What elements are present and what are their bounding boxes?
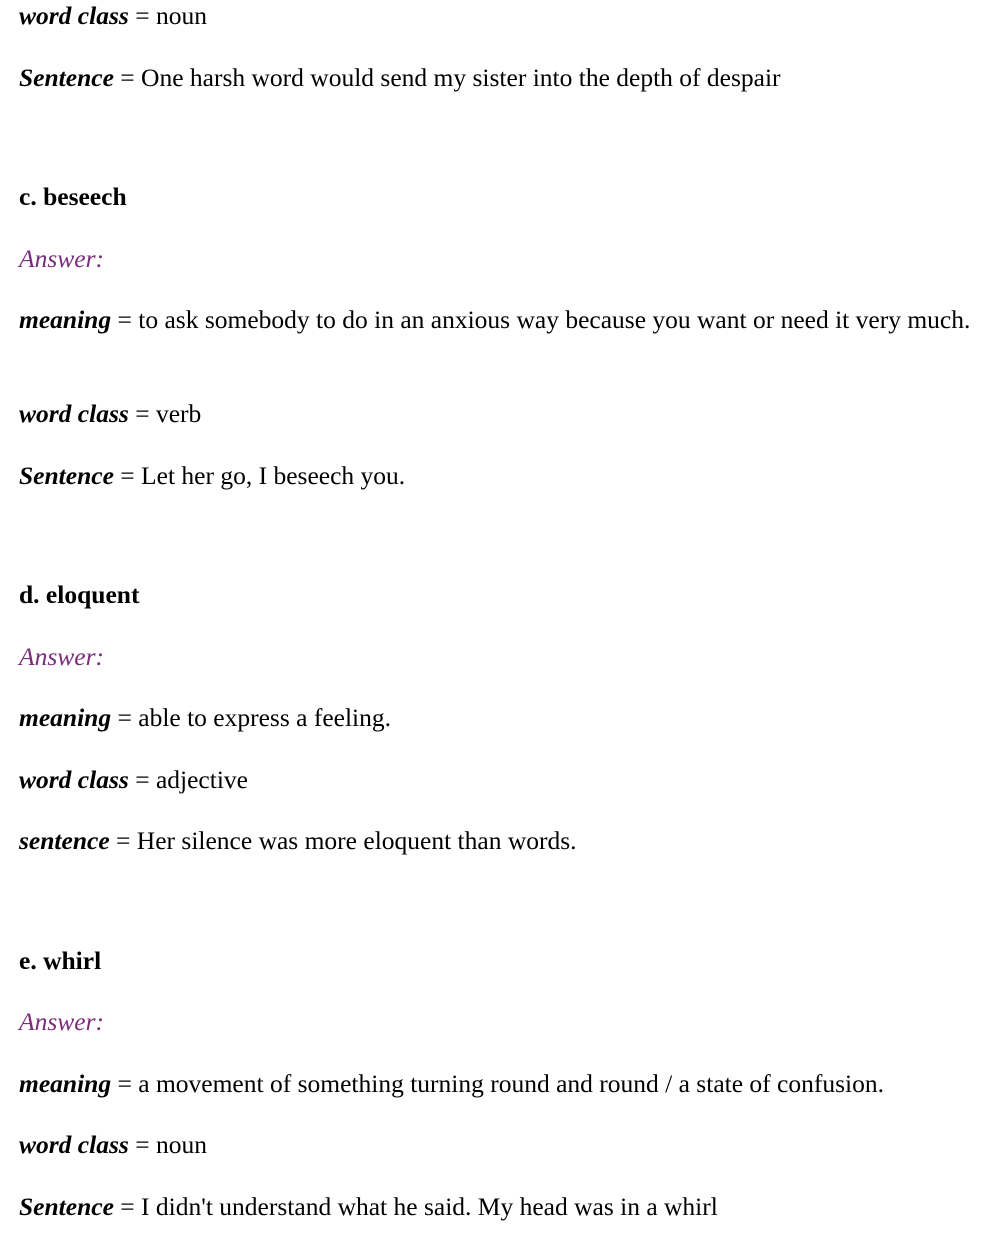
meaning-value: to ask somebody to do in an anxious way because you want or need it very much. (138, 305, 971, 334)
meaning-line (19, 1068, 994, 1100)
meaning-value: a movement of something turning round and round / a state of confusion. (138, 1069, 884, 1098)
sentence-value: I didn't understand what he said. My head was in a whirl (141, 1192, 718, 1221)
entry-heading-whirl: e. whirl (19, 946, 102, 975)
word-class-line (19, 764, 994, 796)
word-class-label: word class (19, 1, 129, 30)
answer-label: Answer: (19, 1007, 104, 1036)
sentence-label: Sentence (19, 63, 114, 92)
separator: = (128, 765, 156, 794)
sentence-line (19, 825, 994, 857)
answer-label: Answer: (19, 642, 104, 671)
answer-label: Answer: (19, 244, 104, 273)
sentence-value: Her silence was more eloquent than words. (136, 826, 577, 855)
meaning-line (19, 304, 994, 336)
entry-heading-beseech: c. beseech (19, 182, 127, 211)
word-class-label: word class (19, 1130, 129, 1159)
separator: = (113, 461, 142, 490)
word-class-value: noun (155, 1, 207, 30)
sentence-label: Sentence (19, 1192, 114, 1221)
sentence-label: sentence (19, 826, 110, 855)
meaning-label: meaning (19, 305, 112, 334)
meaning-label: meaning (19, 1069, 112, 1098)
sentence-line (19, 1191, 994, 1223)
meaning-label: meaning (19, 703, 112, 732)
separator: = (113, 63, 142, 92)
word-class-label: word class (19, 399, 129, 428)
word-class-value: verb (155, 399, 202, 428)
meaning-line (19, 702, 994, 734)
separator: = (128, 1, 156, 30)
separator: = (111, 703, 139, 732)
entry-heading-eloquent: d. eloquent (19, 580, 140, 609)
separator: = (113, 1192, 142, 1221)
separator: = (111, 305, 139, 334)
meaning-value: able to express a feeling. (138, 703, 392, 732)
sentence-value: Let her go, I beseech you. (141, 461, 406, 490)
separator: = (109, 826, 137, 855)
separator: = (128, 1130, 156, 1159)
word-class-value: noun (155, 1130, 207, 1159)
word-class-line (19, 398, 994, 430)
top-word-class-line (19, 0, 994, 32)
separator: = (111, 1069, 139, 1098)
word-class-value: adjective (155, 765, 248, 794)
sentence-line (19, 460, 994, 492)
sentence-label: Sentence (19, 461, 114, 490)
word-class-line (19, 1129, 994, 1161)
word-class-label: word class (19, 765, 129, 794)
sentence-value: One harsh word would send my sister into the depth of despair (141, 63, 781, 92)
top-sentence-line (19, 62, 994, 94)
separator: = (128, 399, 156, 428)
